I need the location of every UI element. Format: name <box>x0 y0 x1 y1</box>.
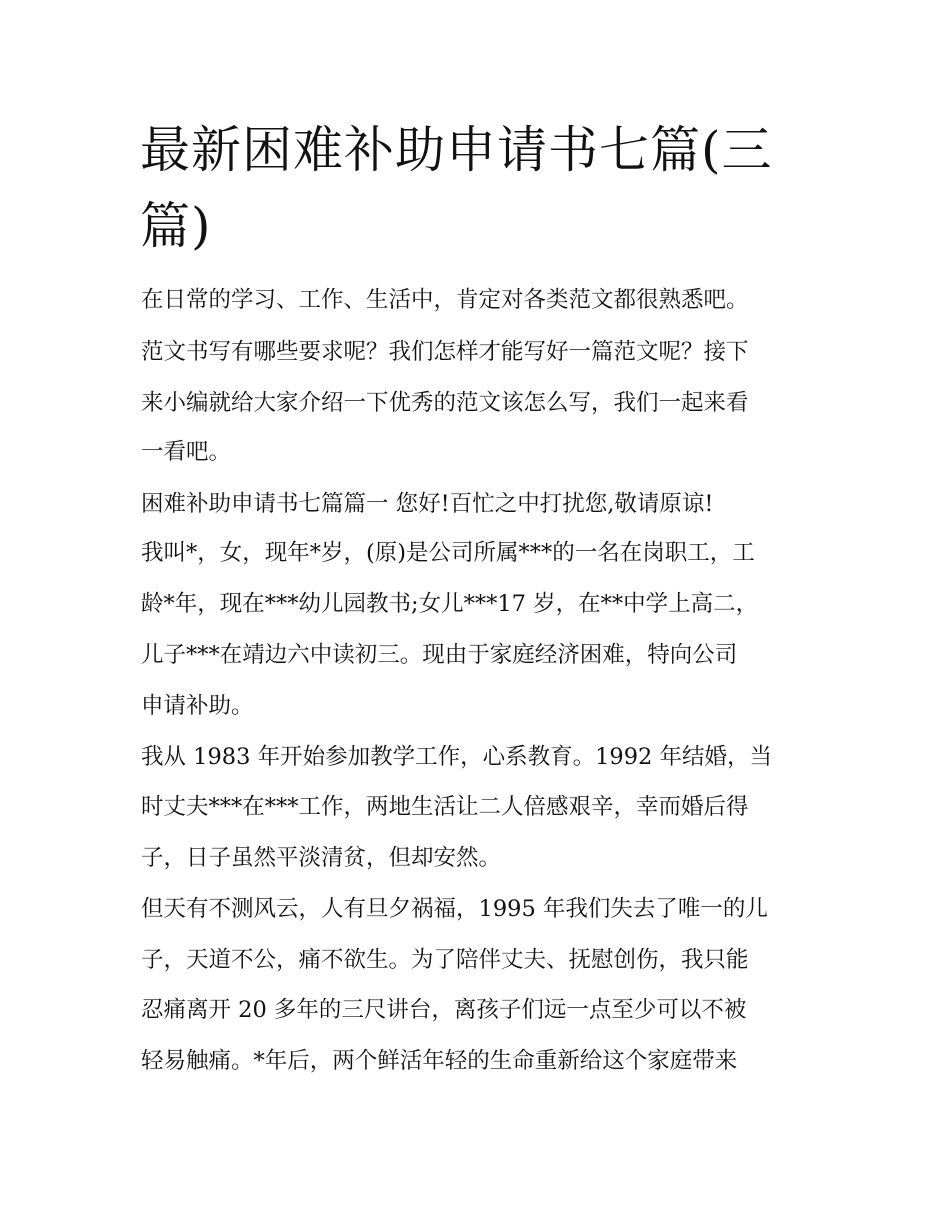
body-line: 时丈夫***在***工作，两地生活让二人倍感艰辛，幸而婚后得 <box>141 794 749 820</box>
body-line: 龄*年，现在***幼儿园教书;女儿***17 岁，在**中学上高二， <box>141 591 759 617</box>
body-line: 一看吧。 <box>141 439 232 465</box>
document-title: 最新困难补助申请书七篇(三篇) <box>140 121 773 255</box>
body-line: 子，天道不公，痛不欲生。为了陪伴丈夫、抚慰创伤，我只能 <box>141 947 749 973</box>
body-line: 但天有不测风云，人有旦夕祸福，1995 年我们失去了唯一的儿 <box>141 896 768 922</box>
body-line: 轻易触痛。*年后，两个鲜活年轻的生命重新给这个家庭带来 <box>141 1048 738 1074</box>
body-line: 子，日子虽然平淡清贫，但却安然。 <box>141 845 502 871</box>
body-line: 困难补助申请书七篇篇一 您好!百忙之中打扰您,敬请原谅! <box>141 491 714 517</box>
body-line: 我叫*，女，现年*岁，(原)是公司所属***的一名在岗职工，工 <box>141 540 755 566</box>
body-line: 儿子***在靖边六中读初三。现由于家庭经济困难，特向公司 <box>141 642 738 668</box>
body-line: 申请补助。 <box>141 693 254 719</box>
body-line: 我从 1983 年开始参加教学工作，心系教育。1992 年结婚，当 <box>141 744 772 770</box>
body-line: 来小编就给大家介绍一下优秀的范文该怎么写，我们一起来看 <box>141 390 749 416</box>
body-line: 范文书写有哪些要求呢？我们怎样才能写好一篇范文呢？接下 <box>141 339 749 365</box>
body-line: 忍痛离开 20 多年的三尺讲台，离孩子们远一点至少可以不被 <box>141 997 747 1023</box>
body-line: 在日常的学习、工作、生活中，肯定对各类范文都很熟悉吧。 <box>141 287 749 313</box>
